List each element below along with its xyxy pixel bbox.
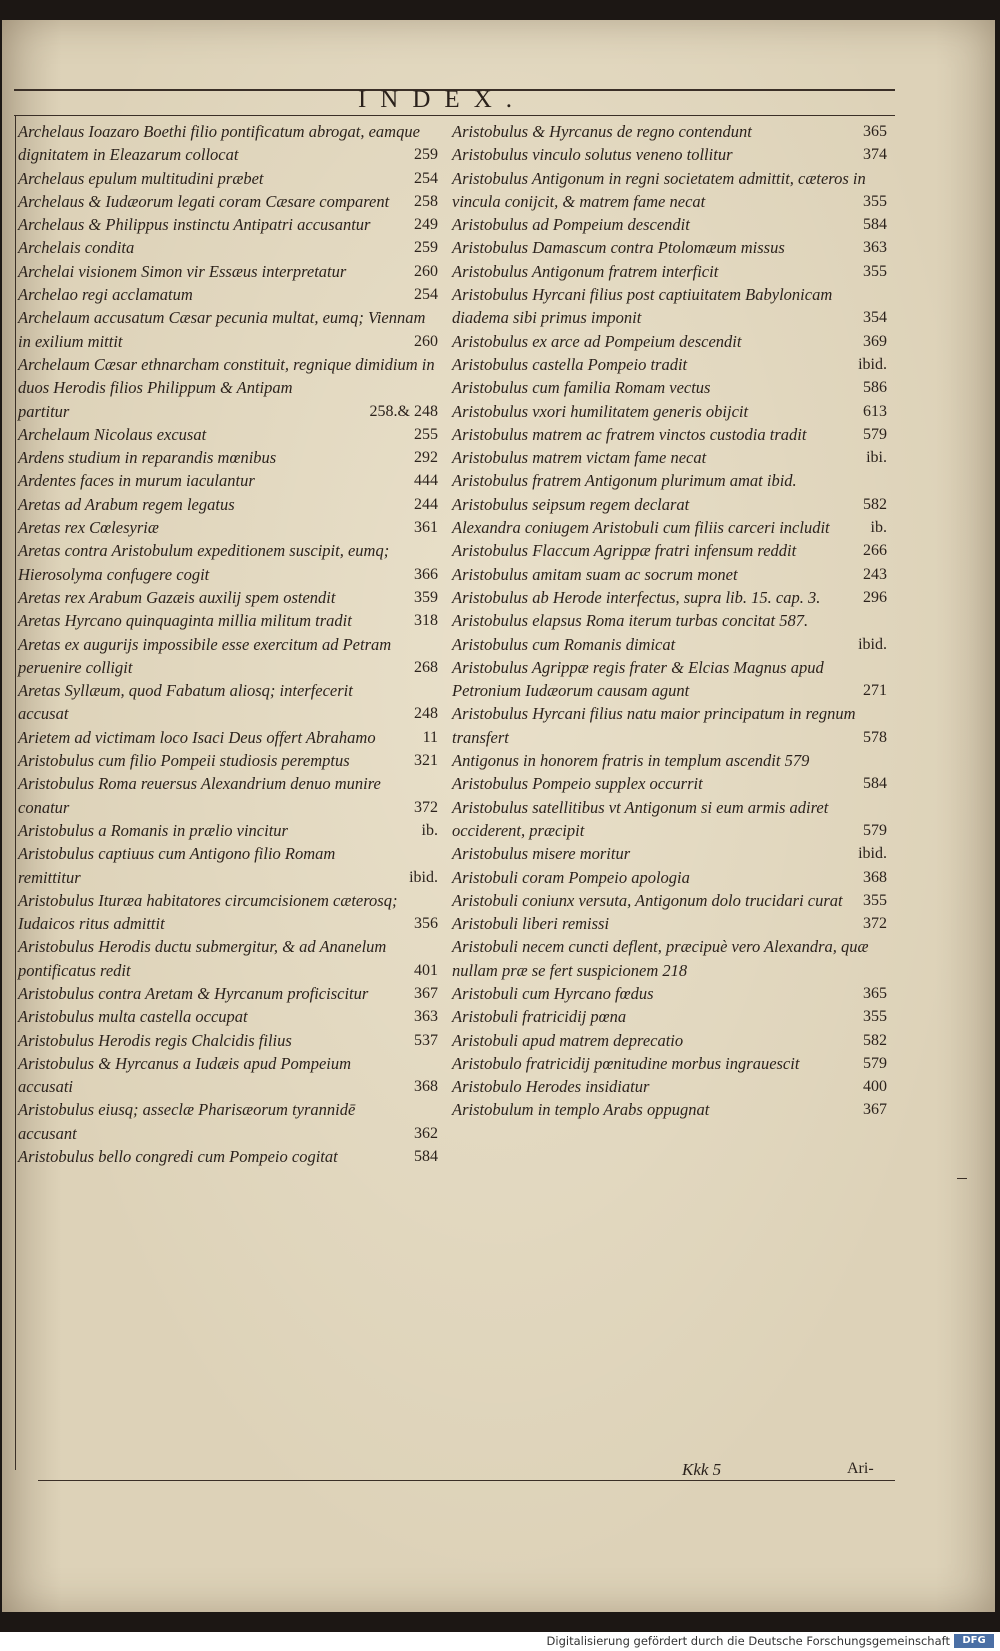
index-entry-page: 271 bbox=[863, 682, 887, 700]
index-entry-text: Archelaum Nicolaus excusat bbox=[18, 424, 207, 444]
index-entry-page: ibid. bbox=[858, 845, 887, 863]
index-entry-page: 268 bbox=[414, 658, 438, 676]
index-entry-text: Aristobulus seipsum regem declarat bbox=[452, 494, 690, 514]
index-entry-text: Aristobulus Flaccum Agrippæ fratri infensum reddit bbox=[452, 541, 797, 561]
index-entry-page: ib. bbox=[870, 519, 887, 537]
index-entry-text: Aristobulus fratrem Antigonum plurimum amat ibid. bbox=[452, 471, 797, 491]
index-entry bbox=[452, 1052, 887, 1075]
index-entry-text: Aretas rex Arabum Gazæis auxilij spem ostendit bbox=[18, 587, 336, 607]
index-entry bbox=[452, 796, 887, 843]
index-entry bbox=[18, 982, 438, 1005]
index-entry bbox=[452, 213, 887, 236]
index-entry bbox=[452, 236, 887, 259]
index-entry bbox=[452, 539, 887, 562]
index-entry bbox=[452, 143, 887, 166]
header-rule bbox=[14, 115, 895, 116]
index-entry bbox=[452, 400, 887, 423]
index-entry-text: Aristobulo Herodes insidiatur bbox=[452, 1077, 650, 1097]
index-entry bbox=[452, 1075, 887, 1098]
index-entry-page: 367 bbox=[863, 1101, 887, 1119]
index-entry-page: 400 bbox=[863, 1078, 887, 1096]
index-entry-page: 361 bbox=[414, 519, 438, 537]
index-entry-text: Archelaum accusatum Cæsar pecunia multat, eumq; Viennam in exilium mittit bbox=[18, 308, 426, 351]
index-entry-text: Aristobulus contra Aretam & Hyrcanum proficiscitur bbox=[18, 983, 369, 1003]
index-entry-text: Aristobulus Pompeio supplex occurrit bbox=[452, 774, 703, 794]
index-entry bbox=[452, 1098, 887, 1121]
index-entry-text: Aristobulus satellitibus vt Antigonum si eum armis adiret occiderent, præcipit bbox=[452, 797, 829, 840]
index-entry-page: 260 bbox=[414, 332, 438, 350]
index-entry-text: Aristobulum in templo Arabs oppugnat bbox=[452, 1100, 710, 1120]
catchword: Ari- bbox=[847, 1460, 874, 1477]
index-entry-page: 613 bbox=[863, 402, 887, 420]
index-entry-text: Aretas Syllæum, quod Fabatum aliosq; interfecerit accusat bbox=[18, 681, 353, 724]
index-entry-page: 369 bbox=[863, 332, 887, 350]
index-entry-text: Aristobulus misere moritur bbox=[452, 844, 631, 864]
index-entry bbox=[18, 586, 438, 609]
index-entry-text: Aristobulus cum familia Romam vectus bbox=[452, 378, 711, 398]
index-entry-text: Ardentes faces in murum iaculantur bbox=[18, 471, 255, 491]
index-entry-page: 362 bbox=[414, 1124, 438, 1142]
index-entry-page: 582 bbox=[863, 1031, 887, 1049]
index-entry-text: Aristobulus Damascum contra Ptolomæum missus bbox=[452, 238, 785, 258]
index-entry bbox=[452, 167, 887, 214]
index-entry-page: 584 bbox=[863, 216, 887, 234]
index-entry bbox=[18, 1052, 438, 1099]
index-entry-text: Aristobulus a Romanis in prælio vincitur bbox=[18, 820, 288, 840]
edge-mark bbox=[957, 1178, 967, 1179]
index-entry-page: 444 bbox=[414, 472, 438, 490]
index-entry-page: 249 bbox=[414, 216, 438, 234]
index-entry-text: Aristobuli coniunx versuta, Antigonum dolo trucidari curat bbox=[452, 890, 843, 910]
index-entry bbox=[452, 563, 887, 586]
index-entry-page: 582 bbox=[863, 495, 887, 513]
index-entry bbox=[452, 376, 887, 399]
index-entry bbox=[452, 120, 887, 143]
index-entry-page: 254 bbox=[414, 286, 438, 304]
index-entry bbox=[452, 516, 887, 539]
index-entry bbox=[452, 982, 887, 1005]
index-entry-text: Aristobuli coram Pompeio apologia bbox=[452, 867, 690, 887]
index-entry bbox=[18, 423, 438, 446]
index-entry bbox=[452, 633, 887, 656]
index-entry bbox=[18, 306, 438, 353]
index-entry-text: Arietem ad victimam loco Isaci Deus offert Abrahamo bbox=[18, 727, 376, 747]
index-entry-page: 578 bbox=[863, 728, 887, 746]
index-entry-page: 355 bbox=[863, 891, 887, 909]
index-entry bbox=[452, 912, 887, 935]
index-entry-page: 260 bbox=[414, 262, 438, 280]
index-entry-page: 584 bbox=[863, 775, 887, 793]
index-entry-text: Aristobuli fratricidij pœna bbox=[452, 1007, 627, 1027]
index-entry-page: 366 bbox=[414, 565, 438, 583]
index-entry-page: 255 bbox=[414, 425, 438, 443]
index-entry-page: 365 bbox=[863, 123, 887, 140]
digitization-note: Digitalisierung gefördert durch die Deutsche Forschungsgemeinschaft bbox=[546, 1634, 950, 1648]
index-entry-page: 318 bbox=[414, 612, 438, 630]
index-entry-page: 266 bbox=[863, 542, 887, 560]
index-entry-page: ibid. bbox=[409, 868, 438, 886]
index-entry bbox=[452, 889, 887, 912]
index-entry-page: 374 bbox=[863, 146, 887, 164]
index-entry bbox=[18, 213, 438, 236]
index-entry bbox=[18, 1005, 438, 1028]
index-entry-text: Archelaus epulum multitudini præbet bbox=[18, 168, 264, 188]
index-entry-text: Ardens studium in reparandis mœnibus bbox=[18, 448, 277, 468]
index-entry bbox=[18, 353, 438, 423]
index-column-left bbox=[18, 120, 438, 1168]
index-entry bbox=[18, 679, 438, 726]
index-entry-text: Aristobulus vinculo solutus veneno tollitur bbox=[452, 145, 733, 165]
index-entry-text: Aristobuli cum Hyrcano fœdus bbox=[452, 983, 654, 1003]
index-entry bbox=[452, 1029, 887, 1052]
index-entry-text: Aristobulus ex arce ad Pompeium descendit bbox=[452, 331, 742, 351]
index-entry bbox=[18, 236, 438, 259]
index-entry bbox=[18, 190, 438, 213]
index-entry-page: 292 bbox=[414, 449, 438, 467]
index-entry bbox=[452, 469, 887, 492]
index-entry-text: Aristobulus cum filio Pompeii studiosis peremptus bbox=[18, 751, 350, 771]
page-title: INDEX. bbox=[357, 86, 526, 113]
index-entry-page: 355 bbox=[863, 262, 887, 280]
index-entry-text: Archelaum Cæsar ethnarcham constituit, regnique dimidium in duos Herodis filios Philippum & Antipam partitur bbox=[18, 354, 435, 421]
index-entry-text: Alexandra coniugem Aristobuli cum filiis carceri includit bbox=[452, 518, 830, 538]
index-entry bbox=[452, 935, 887, 982]
index-entry bbox=[452, 260, 887, 283]
index-entry-text: Aristobulus matrem victam fame necat bbox=[452, 448, 707, 468]
index-entry-page: 259 bbox=[414, 239, 438, 257]
index-entry-text: Aristobuli apud matrem deprecatio bbox=[452, 1030, 684, 1050]
index-entry-text: Archelaus & Iudæorum legati coram Cæsare comparent bbox=[18, 191, 390, 211]
index-entry-page: 537 bbox=[414, 1031, 438, 1049]
index-entry bbox=[452, 609, 887, 632]
index-entry-page: 258.& 248 bbox=[369, 402, 438, 420]
index-entry-text: Archelai visionem Simon vir Essæus interpretatur bbox=[18, 261, 347, 281]
index-entry-text: Aristobulus Antigonum in regni societatem admittit, cæteros in vincula conijcit, & matrem fame necat bbox=[452, 168, 866, 211]
index-entry-text: Aristobuli necem cuncti deflent, præcipuè vero Alexandra, quæ nullam præ se fert suspicionem 218 bbox=[452, 937, 869, 980]
index-entry-page: ibid. bbox=[858, 355, 887, 373]
index-entry-page: ibi. bbox=[866, 449, 887, 467]
index-entry-page: 401 bbox=[414, 961, 438, 979]
index-entry-text: Archelais condita bbox=[18, 238, 135, 258]
index-entry-page: 586 bbox=[863, 379, 887, 397]
index-entry-text: Aretas contra Aristobulum expeditionem suscipit, eumq; Hierosolyma confugere cogit bbox=[18, 541, 390, 584]
index-entry bbox=[452, 586, 887, 609]
index-entry bbox=[452, 1005, 887, 1028]
index-entry bbox=[18, 842, 438, 889]
index-entry-page: 244 bbox=[414, 495, 438, 513]
index-entry-text: Aristobulus multa castella occupat bbox=[18, 1007, 248, 1027]
index-entry bbox=[18, 749, 438, 772]
index-entry-page: 354 bbox=[863, 309, 887, 327]
index-entry-page: 365 bbox=[863, 984, 887, 1002]
index-entry-page: 355 bbox=[863, 1008, 887, 1026]
index-entry bbox=[18, 819, 438, 842]
index-entry-page: 321 bbox=[414, 752, 438, 770]
index-entry-text: Aristobulus vxori humilitatem generis obijcit bbox=[452, 401, 749, 421]
index-entry-page: 363 bbox=[414, 1008, 438, 1026]
index-entry-page: 372 bbox=[863, 915, 887, 933]
index-entry bbox=[18, 633, 438, 680]
index-entry-page: 11 bbox=[422, 728, 438, 746]
index-entry-page: 372 bbox=[414, 798, 438, 816]
index-entry-page: 579 bbox=[863, 1054, 887, 1072]
index-entry-text: Aristobulus bello congredi cum Pompeio cogitat bbox=[18, 1147, 338, 1167]
book-page bbox=[2, 20, 995, 1612]
index-entry-text: Antigonus in honorem fratris in templum ascendit 579 bbox=[452, 751, 810, 771]
index-entry-page: 359 bbox=[414, 588, 438, 606]
index-entry bbox=[452, 353, 887, 376]
index-entry-page: ib. bbox=[421, 821, 438, 839]
index-column-right bbox=[452, 120, 887, 1122]
index-entry-text: Aristobulus cum Romanis dimicat bbox=[452, 634, 676, 654]
index-entry-page: 243 bbox=[863, 565, 887, 583]
index-entry-page: 296 bbox=[863, 588, 887, 606]
index-entry bbox=[452, 772, 887, 795]
index-entry-text: Aristobulus Herodis regis Chalcidis filius bbox=[18, 1030, 292, 1050]
index-entry-page: 579 bbox=[863, 425, 887, 443]
index-entry-text: Aristobulus Roma reuersus Alexandrium denuo munire conatur bbox=[18, 774, 381, 817]
index-entry-page: 356 bbox=[414, 915, 438, 933]
index-entry-text: Aristobulus eiusq; asseclæ Pharisæorum tyrannidē accusant bbox=[18, 1100, 356, 1143]
index-entry-text: Aristobulus & Hyrcanus de regno contendunt bbox=[452, 122, 752, 141]
index-entry-text: Aristobulus Hyrcani filius natu maior principatum in regnum transfert bbox=[452, 704, 856, 747]
index-entry-text: Aristobulus ab Herode interfectus, supra lib. 15. cap. 3. bbox=[452, 587, 821, 607]
index-entry bbox=[18, 120, 438, 167]
index-entry-text: Aristobulus castella Pompeio tradit bbox=[452, 354, 688, 374]
index-entry bbox=[18, 283, 438, 306]
index-entry-text: Aretas Hyrcano quinquaginta millia militum tradit bbox=[18, 611, 352, 631]
index-entry-text: Aristobulus captiuus cum Antigono filio Romam remittitur bbox=[18, 844, 336, 887]
index-entry-text: Aristobulus & Hyrcanus a Iudæis apud Pompeium accusati bbox=[18, 1053, 352, 1097]
index-entry bbox=[18, 167, 438, 190]
index-entry-text: Aretas rex Cœlesyriæ bbox=[18, 518, 159, 538]
index-entry-text: Aristobulus Herodis ductu submergitur, & ad Ananelum pontificatus redit bbox=[18, 937, 387, 980]
index-entry-text: Aristobulus matrem ac fratrem vinctos custodia tradit bbox=[452, 424, 807, 444]
index-entry bbox=[18, 493, 438, 516]
left-margin-rule bbox=[15, 115, 16, 1470]
index-entry bbox=[452, 656, 887, 703]
index-entry bbox=[18, 446, 438, 469]
index-entry bbox=[452, 330, 887, 353]
index-entry-text: Aristobulo fratricidij pœnitudine morbus ingrauescit bbox=[452, 1053, 800, 1073]
index-entry bbox=[18, 889, 438, 936]
index-entry bbox=[18, 609, 438, 632]
index-entry-page: 368 bbox=[863, 868, 887, 886]
index-entry bbox=[18, 1145, 438, 1168]
index-entry-text: Aretas ad Arabum regem legatus bbox=[18, 494, 235, 514]
index-entry bbox=[452, 493, 887, 516]
index-entry-page: 355 bbox=[863, 192, 887, 210]
index-entry bbox=[452, 446, 887, 469]
index-entry bbox=[452, 423, 887, 446]
index-entry-text: Aristobulus amitam suam ac socrum monet bbox=[452, 564, 738, 584]
index-entry-text: Aristobulus Agrippæ regis frater & Elcias Magnus apud Petronium Iudæorum causam agunt bbox=[452, 657, 824, 701]
index-entry-page: 248 bbox=[414, 705, 438, 723]
index-entry bbox=[452, 283, 887, 330]
index-entry-page: 258 bbox=[414, 192, 438, 210]
index-entry-text: Aristobuli liberi remissi bbox=[452, 914, 610, 934]
bottom-rule bbox=[38, 1480, 895, 1481]
index-entry bbox=[18, 1098, 438, 1145]
index-entry-page: 367 bbox=[414, 984, 438, 1002]
index-entry-page: 584 bbox=[414, 1148, 438, 1166]
index-entry bbox=[18, 260, 438, 283]
index-entry bbox=[18, 772, 438, 819]
index-entry-text: Aristobulus Ituræa habitatores circumcisionem cæterosq; Iudaicos ritus admittit bbox=[18, 890, 398, 934]
index-entry-page: 254 bbox=[414, 169, 438, 187]
index-entry-page: 363 bbox=[863, 239, 887, 257]
index-entry bbox=[18, 935, 438, 982]
index-entry bbox=[452, 866, 887, 889]
index-entry bbox=[18, 516, 438, 539]
index-entry-page: 368 bbox=[414, 1078, 438, 1096]
index-entry-text: Archelaus Ioazaro Boethi filio pontificatum abrogat, eamque dignitatem in Eleazarum collocat bbox=[18, 122, 420, 165]
index-entry-page: ibid. bbox=[858, 635, 887, 653]
index-entry bbox=[452, 842, 887, 865]
index-entry bbox=[452, 749, 887, 772]
index-entry-text: Aretas ex augurijs impossibile esse exercitum ad Petram peruenire colligit bbox=[18, 634, 392, 677]
index-entry-text: Aristobulus elapsus Roma iterum turbas concitat 587. bbox=[452, 611, 809, 631]
index-entry bbox=[452, 702, 887, 749]
signature-mark: Kkk 5 bbox=[682, 1460, 722, 1479]
index-entry-page: 579 bbox=[863, 821, 887, 839]
index-entry-text: Archelao regi acclamatum bbox=[18, 285, 193, 305]
index-entry-page: 259 bbox=[414, 146, 438, 164]
index-entry-text: Aristobulus Antigonum fratrem interficit bbox=[452, 261, 719, 281]
dfg-logo: DFG bbox=[954, 1634, 994, 1648]
index-entry bbox=[18, 539, 438, 586]
index-entry bbox=[18, 1029, 438, 1052]
index-entry bbox=[18, 469, 438, 492]
index-entry-text: Archelaus & Philippus instinctu Antipatri accusantur bbox=[18, 215, 371, 235]
index-entry-text: Aristobulus Hyrcani filius post captiuitatem Babylonicam diadema sibi primus imponit bbox=[452, 285, 833, 328]
index-entry bbox=[18, 726, 438, 749]
index-entry-text: Aristobulus ad Pompeium descendit bbox=[452, 215, 690, 235]
